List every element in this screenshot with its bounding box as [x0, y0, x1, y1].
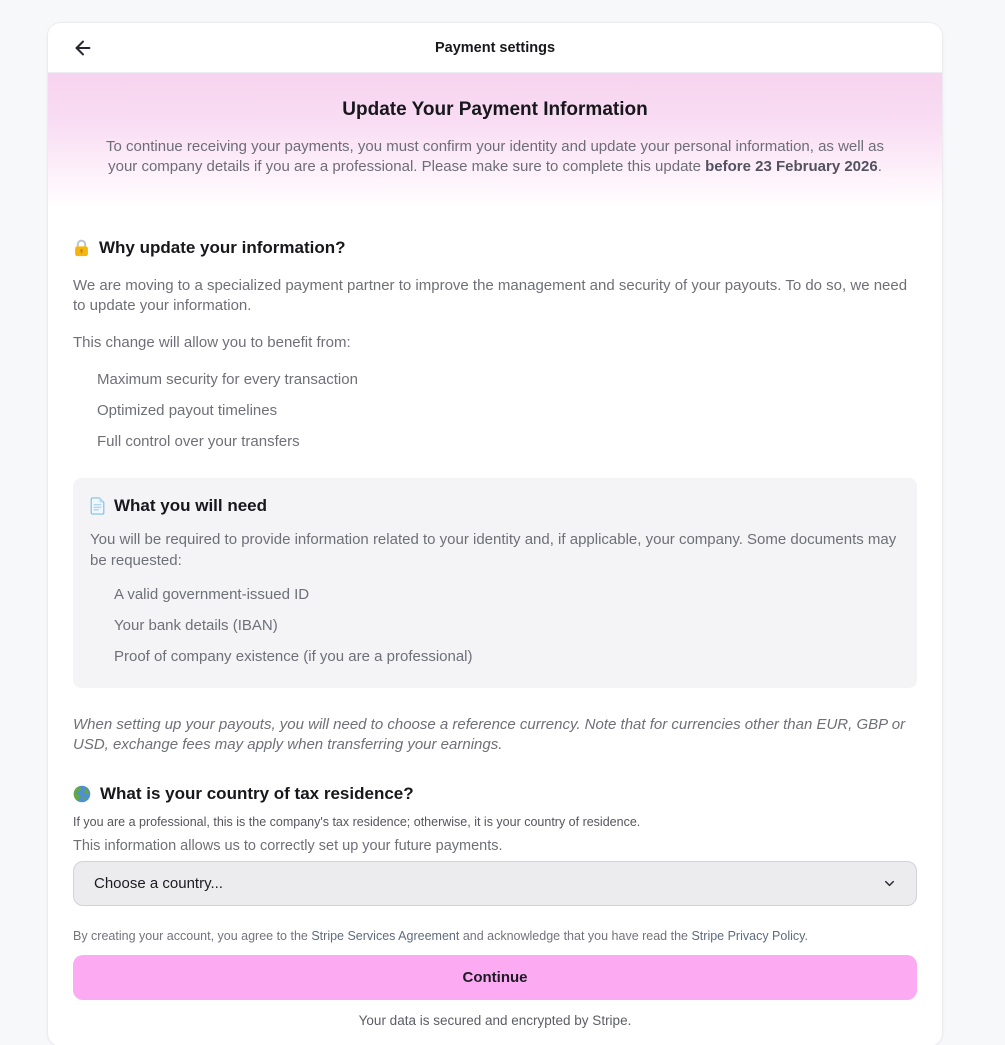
security-note: Your data is secured and encrypted by Stripe.	[358, 1013, 632, 1029]
lock-icon	[73, 239, 90, 257]
document-icon	[90, 497, 105, 515]
back-arrow-icon	[72, 37, 94, 59]
why-paragraph-1: We are moving to a specialized payment partner to improve the management and security of your payouts. To do so, we need to update your information.	[73, 276, 908, 314]
hero-deadline: before 23 February 2026	[705, 158, 878, 176]
legal-middle: and acknowledge that you have read the	[459, 929, 692, 944]
services-agreement-link[interactable]: Stripe Services Agreement	[311, 929, 460, 944]
page-title: Payment settings	[434, 39, 556, 56]
document-item: Your bank details (IBAN)	[114, 616, 278, 634]
hero-title: Update Your Payment Information	[342, 99, 648, 120]
tax-section-heading	[73, 784, 917, 804]
need-section-heading	[90, 496, 900, 516]
privacy-policy-link[interactable]: Stripe Privacy Policy	[691, 929, 805, 944]
why-section-heading	[73, 238, 917, 258]
document-item: A valid government-issued ID	[114, 585, 310, 603]
documents-list	[90, 586, 900, 666]
why-paragraph-2: This change will allow you to benefit from:	[73, 334, 351, 351]
tax-subtext: This information allows us to correctly set up your future payments.	[73, 838, 503, 855]
benefit-item: Maximum security for every transaction	[97, 371, 358, 389]
need-paragraph: You will be required to provide information related to your identity and, if applicable, your company. Some documents may be requested:	[90, 531, 897, 569]
benefits-list	[73, 371, 917, 451]
legal-prefix: By creating your account, you agree to the	[73, 929, 312, 944]
country-select-value: Choose a country...	[94, 875, 223, 893]
chevron-down-icon	[882, 876, 897, 891]
need-section-title: What you will need	[114, 496, 268, 516]
hero-body	[92, 137, 898, 178]
hero-banner	[48, 73, 942, 208]
legal-text	[73, 929, 917, 943]
hero-body-end: .	[877, 158, 882, 176]
legal-suffix: .	[804, 929, 808, 944]
why-section-title: Why update your information?	[99, 237, 346, 257]
globe-icon	[73, 785, 91, 803]
back-button[interactable]	[66, 31, 100, 65]
benefit-item: Full control over your transfers	[97, 433, 300, 451]
payment-settings-card	[47, 22, 943, 1045]
hero-body-start: To continue receiving your payments, you must confirm your identity and update your personal information, as well as your company details if you are a professional. Please make sure to complete this update	[106, 138, 884, 176]
tax-section-title: What is your country of tax residence?	[100, 784, 414, 804]
country-select[interactable]	[73, 861, 917, 906]
topbar	[48, 23, 942, 73]
tax-hint: If you are a professional, this is the company's tax residence; otherwise, it is your country of residence.	[73, 815, 641, 830]
continue-button[interactable]: Continue	[73, 955, 917, 1000]
benefit-item: Optimized payout timelines	[97, 402, 278, 420]
main-content	[48, 238, 942, 1045]
document-item: Proof of company existence (if you are a professional)	[114, 647, 473, 665]
currency-note: When setting up your payouts, you will need to choose a reference currency. Note that for currencies other than EUR, GBP or USD, exchange fees may apply when transferring your earnings.	[73, 715, 906, 753]
what-you-need-box	[73, 478, 917, 688]
